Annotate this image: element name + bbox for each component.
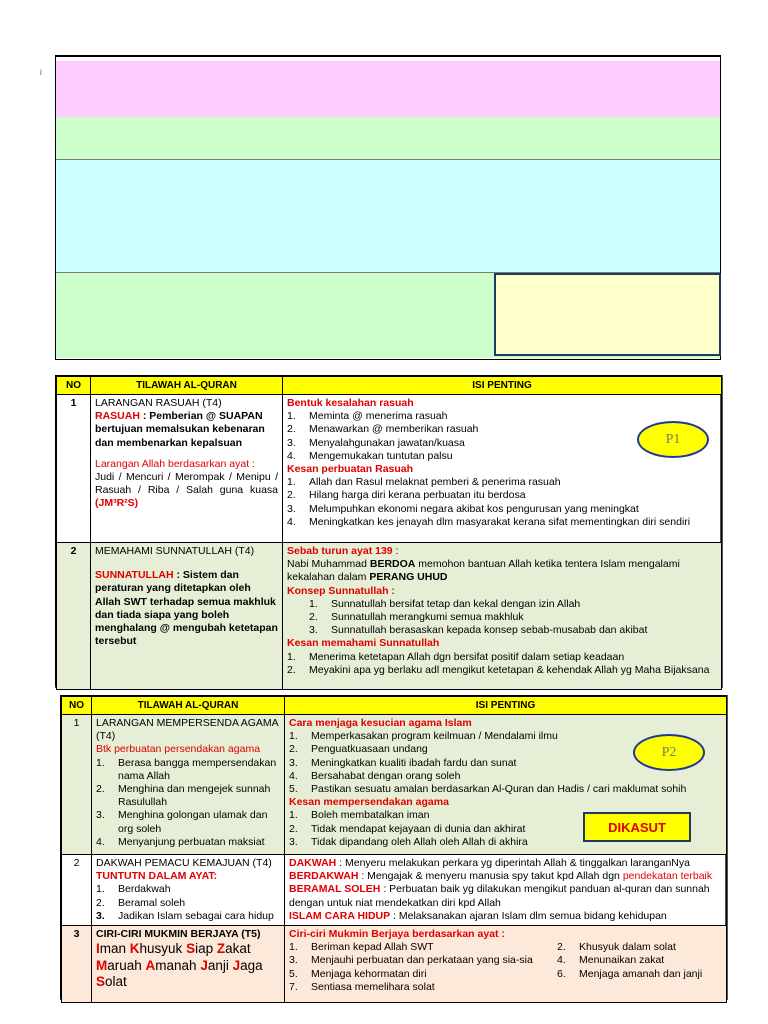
list-item: 3. Melumpuhkan ekonomi negara akibat kos pengurusan yang meningkat <box>287 502 639 515</box>
topic-cell <box>91 395 283 543</box>
section-heading: Kesan mempersendakan agama <box>289 796 449 809</box>
band-green <box>56 117 720 160</box>
section-heading: Btk perbuatan persendakan agama <box>96 743 261 756</box>
btk-list <box>96 757 280 849</box>
header-no: NO <box>57 377 91 395</box>
row-number: 2 <box>62 855 92 926</box>
topic-title: MEMAHAMI SUNNATULLAH (T4) <box>95 545 255 557</box>
header-isi: ISI PENTING <box>283 377 722 395</box>
mnemonic <box>96 941 280 991</box>
header-tilawah: TILAWAH AL-QURAN <box>92 697 285 715</box>
margin-mark: i <box>40 68 42 77</box>
list-item: 4. Menunaikan zakat <box>557 954 665 967</box>
list-item: 3. Tidak dipandang oleh Allah oleh Allah di akhira <box>289 835 528 848</box>
section-heading: Ciri-ciri Mukmin Berjaya berdasarkan ayat : <box>289 928 505 941</box>
definition: RASUAH : Pemberian @ SUAPAN bertujuan memalsukan kebenaran dan membenarkan kepalsuan <box>95 410 265 449</box>
mnemonic-line: Solat <box>96 974 127 990</box>
band-pink <box>56 61 720 118</box>
list-item: 4. Meningkatkan kes jenayah dlm masyarakat kerana sifat mementingkan diri sendiri <box>287 515 691 528</box>
beramal-def: BERAMAL SOLEH : Perbuatan baik yg dilakukan mengikut panduan al-quran dan sunnah dengan untuk niat mendekatkan diri kpd Allah <box>289 883 710 909</box>
header-isi: ISI PENTING <box>285 697 727 715</box>
row-number: 2 <box>57 543 91 690</box>
section-heading: Konsep Sunnatullah : <box>287 584 395 597</box>
topic-cell <box>92 855 285 926</box>
list-item: 2. Sunnatullah merangkumi semua makhluk <box>309 611 524 624</box>
list-item: 5. Menjaga kehormatan diri <box>289 967 427 980</box>
list-item: 1. Menerima ketetapan Allah dgn bersifat positif dalam setiap keadaan <box>287 650 625 663</box>
definition: SUNNATULLAH : Sistem dan peraturan yang ditetapkan oleh Allah SWT terhadap semua makhluk dan tiada siapa yang boleh menghalang @ mengubah ketetapan tersebut <box>95 569 278 648</box>
list-item: 3. Menjauhi perbuatan dan perkataan yang sia-sia <box>289 954 533 967</box>
list-item: 2. Penguatkuasaan undang <box>289 743 428 756</box>
topic-cell <box>92 926 285 1003</box>
islam-def: ISLAM CARA HIDUP : Melaksanakan ajaran Islam dlm semua bidang kehidupan <box>289 909 667 922</box>
topic-cell <box>92 715 285 855</box>
p1-oval: P1 <box>637 421 709 458</box>
list-item: 2. Tidak mendapat kejayaan di dunia dan akhirat <box>289 822 526 835</box>
ayat-heading: Larangan Allah berdasarkan ayat : <box>95 457 255 470</box>
kesan-list <box>287 476 717 529</box>
list-item: 1. Memperkasakan program keilmuan / Mendalami ilmu <box>289 730 558 743</box>
topic-title: DAKWAH PEMACU KEMAJUAN (T4) <box>96 857 272 869</box>
band-cyan <box>56 160 720 273</box>
mnemonic-line: Maruah Amanah Janji Jaga <box>96 957 263 973</box>
sebab-text: Nabi Muhammad BERDOA memohon bantuan Allah ketika tentera Islam mengalami kekalahan dalam PERANG UHUD <box>287 558 680 584</box>
dakwah-def: DAKWAH : Menyeru melakukan perkara yg diperintah Allah & tinggalkan laranganNya <box>289 857 690 869</box>
list-item: 4. Mengemukakan tuntutan palsu <box>287 449 453 462</box>
list-item: 2. Meyakini apa yg berlaku adl mengikut ketetapan & kehendak Allah yg Maha Bijaksana <box>287 663 710 676</box>
list-item: 3. Sunnatullah berasaskan kepada konsep sebab-musabab dan akibat <box>309 624 648 637</box>
p2-oval: P2 <box>633 734 705 771</box>
section-heading: Kesan memahami Sunnatullah <box>287 637 440 650</box>
list-item: 2. Khusyuk dalam solat <box>557 941 676 954</box>
table-row <box>62 855 727 926</box>
section-heading: Bentuk kesalahan rasuah <box>287 397 414 409</box>
topic-title: LARANGAN MEMPERSENDA AGAMA (T4) <box>96 717 279 743</box>
berdakwah-def: BERDAKWAH : Mengajak & menyeru manusia spy takut kpd Allah dgn pendekatan terbaik <box>289 870 713 883</box>
row-number: 1 <box>62 715 92 855</box>
list-item: 1. Boleh membatalkan iman <box>289 809 430 822</box>
list-item: 5. Pastikan sesuatu amalan berdasarkan Al-Quran dan Hadis / cari maklumat sohih <box>289 783 687 796</box>
tuntutan-list <box>96 883 280 923</box>
ayat-text: Judi / Mencuri / Merompak / Menipu / Rasuah / Riba / Salah guna kuasa (JM³R²S) <box>95 471 278 510</box>
band-yellow-box <box>494 273 721 356</box>
topic-title: CIRI-CIRI MUKMIN BERJAYA (T5) <box>96 928 261 941</box>
list-item: 4. Bersahabat dengan orang soleh <box>289 769 461 782</box>
mnemonic-line: Iman Khusyuk Siap Zakat <box>96 941 251 957</box>
list-item: 1. Sunnatullah bersifat tetap dan kekal dengan izin Allah <box>309 597 581 610</box>
table1 <box>55 375 723 688</box>
sebab-heading: Sebab turun ayat 139 : <box>287 545 399 557</box>
list-item: 1. Beriman kepad Allah SWT <box>289 941 434 954</box>
list-item: 3. Jadikan Islam sebagai cara hidup <box>96 909 274 922</box>
row-number: 3 <box>62 926 92 1003</box>
table-row <box>57 543 722 690</box>
content-cell <box>285 855 727 926</box>
dikasut-stamp: DIKASUT <box>583 812 691 842</box>
list-item: 1. Berdakwah <box>96 883 171 896</box>
header-tilawah: TILAWAH AL-QURAN <box>91 377 283 395</box>
topic-title: LARANGAN RASUAH (T4) <box>95 397 222 409</box>
list-item: 6. Menjaga amanah dan janji <box>557 967 703 980</box>
header-no: NO <box>62 697 92 715</box>
table-row <box>57 395 722 543</box>
list-item: 3. Meningkatkan kualiti ibadah fardu dan sunat <box>289 756 517 769</box>
row-number: 1 <box>57 395 91 543</box>
list-item: 7. Sentiasa memelihara solat <box>289 980 435 993</box>
list-item: 1. Berasa bangga mempersendakan nama Allah <box>96 756 277 782</box>
list-item: 2. Hilang harga diri kerana perbuatan itu berdosa <box>287 489 526 502</box>
konsep-list <box>287 598 717 638</box>
topic-cell <box>91 543 283 690</box>
kesan-list <box>287 651 717 677</box>
table-row <box>62 926 727 1003</box>
list-item: 3. Menghina golongan ulamak dan org soleh <box>96 809 268 835</box>
content-cell <box>285 926 727 1003</box>
content-cell <box>283 543 722 690</box>
table2 <box>60 695 728 1000</box>
list-item: 2. Beramal soleh <box>96 896 186 909</box>
section-heading: Kesan perbuatan Rasuah <box>287 463 414 476</box>
ciri-list-right <box>557 941 717 994</box>
content-cell <box>283 395 722 543</box>
list-item: 2. Menawarkan @ memberikan rasuah <box>287 423 479 436</box>
list-item: 1. Meminta @ menerima rasuah <box>287 410 448 423</box>
ciri-list-left <box>289 941 557 994</box>
list-item: 2. Menghina dan mengejek sunnah Rasulullah <box>96 783 271 809</box>
section-heading: Cara menjaga kesucian agama Islam <box>289 717 472 729</box>
section-heading: TUNTUTN DALAM AYAT: <box>96 870 218 883</box>
list-item: 1. Allah dan Rasul melaknat pemberi & penerima rasuah <box>287 476 561 489</box>
list-item: 3. Menyalahgunakan jawatan/kuasa <box>287 436 465 449</box>
list-item: 4. Menyanjung perbuatan maksiat <box>96 835 265 848</box>
